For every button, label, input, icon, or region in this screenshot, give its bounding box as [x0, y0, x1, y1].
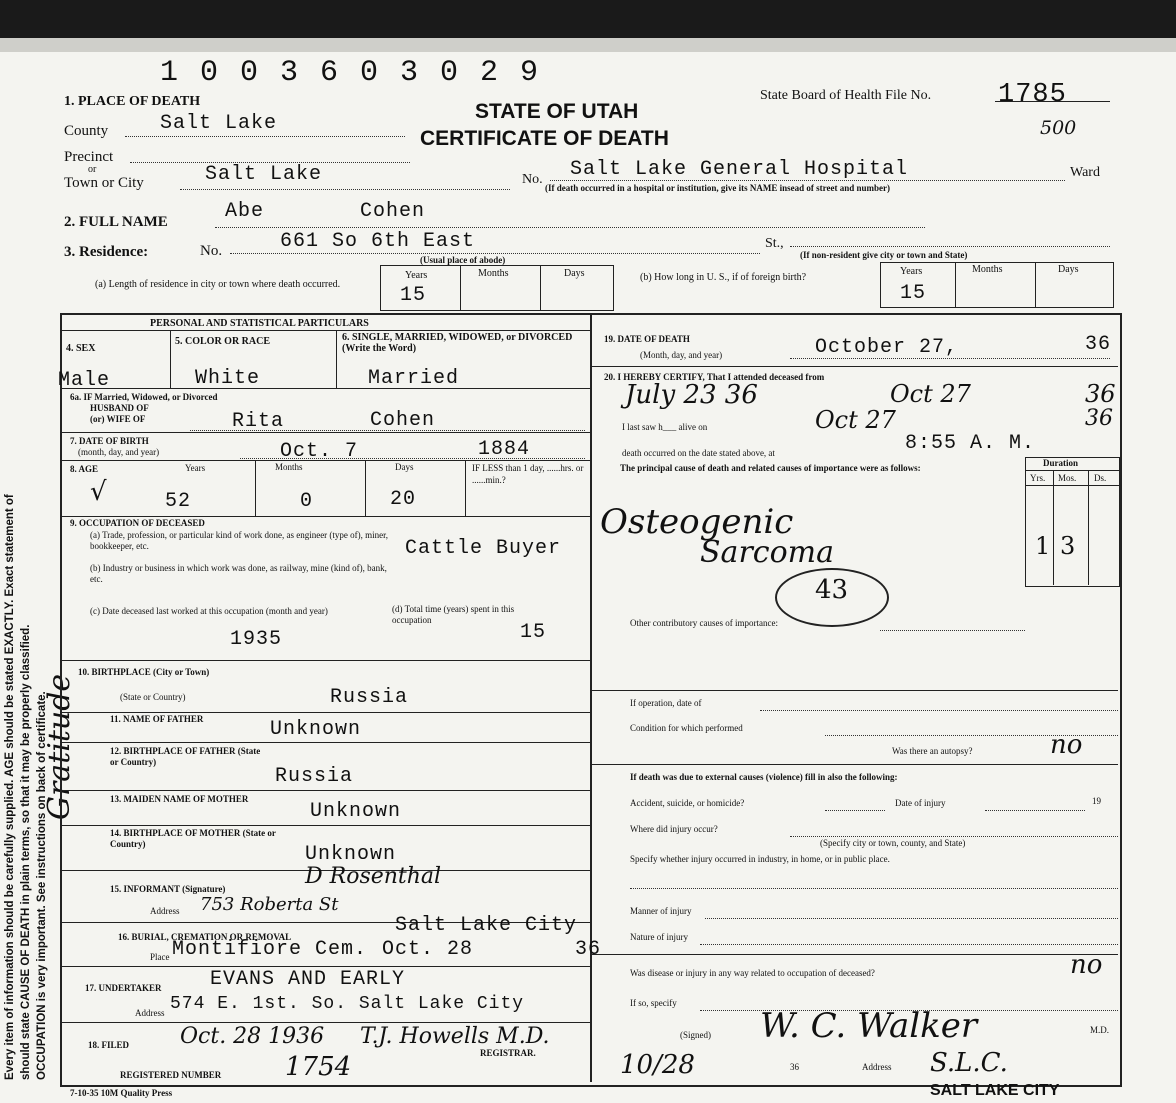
undertaker-value: EVANS AND EARLY [210, 968, 406, 991]
where-injury-label: Where did injury occur? [630, 824, 718, 834]
occupation-label: 9. OCCUPATION OF DECEASED [70, 518, 205, 528]
accident-label: Accident, suicide, or homicide? [630, 798, 745, 808]
race-label: 5. COLOR OR RACE [175, 336, 271, 347]
external-causes-label: If death was due to external causes (violence) fill in also the following: [630, 772, 898, 782]
file-extra-number: 500 [1040, 117, 1077, 139]
autopsy-label: Was there an autopsy? [892, 746, 973, 756]
residence-no-label: No. [200, 243, 223, 259]
attended-from: July 23 36 [625, 380, 758, 410]
signed-label: (Signed) [680, 1030, 711, 1040]
father-value: Unknown [270, 718, 362, 741]
informant-signature: D Rosenthal [305, 864, 442, 889]
spouse-label-2: HUSBAND OF [90, 403, 149, 413]
occupation-c-label: (c) Date deceased last worked at this occupation (month and year) [90, 606, 328, 616]
date-injury-label: Date of injury [895, 798, 946, 808]
margin-instructions-2: should state CAUSE OF DEATH in plain terms, so that it may be properly classified. [20, 624, 32, 1080]
marital-label: 6. SINGLE, MARRIED, WIDOWED, or DIVORCED (Write the Word) [342, 332, 573, 354]
usual-abode-note: (Usual place of abode) [420, 255, 506, 265]
place-of-death-label: 1. PLACE OF DEATH [64, 94, 201, 109]
us-days-label: Days [1058, 264, 1079, 275]
scan-top-band [0, 0, 1176, 38]
informant-label: 15. INFORMANT (Signature) [110, 884, 226, 894]
length-residence-label: (a) Length of residence in city or town where death occurred. [95, 279, 341, 290]
us-residence-label: (b) How long in U. S., if of foreign birth? [640, 272, 807, 283]
certificate-title: CERTIFICATE OF DEATH [420, 127, 669, 150]
us-years-label: Years [900, 266, 923, 277]
time-of-death: 8:55 A. M. [905, 432, 1036, 455]
sex-value: Male [58, 369, 111, 392]
mother-label: 13. MAIDEN NAME OF MOTHER [110, 794, 249, 804]
county-label: County [64, 123, 109, 139]
dod-sub-label: (Month, day, and year) [640, 350, 723, 360]
city-stamp: SALT LAKE CITY [930, 1082, 1060, 1099]
undertaker-address-label: Address [135, 1008, 165, 1018]
duration-months-value: 3 [1060, 532, 1076, 560]
informant-address-label: Address [150, 906, 180, 916]
marital-value: Married [368, 367, 460, 390]
burial-year-value: 36 [575, 938, 602, 961]
age-check-mark: √ [90, 477, 107, 507]
res-years-value: 15 [400, 284, 427, 307]
mother-birthplace-value: Unknown [305, 843, 397, 866]
race-value: White [195, 367, 261, 390]
death-occurred-label: death occurred on the date stated above, at [622, 448, 775, 458]
registrar-signature: T.J. Howells M.D. [360, 1024, 550, 1049]
occupation-value: Cattle Buyer [405, 537, 562, 560]
us-months-label: Months [972, 264, 1003, 275]
cause-2: Sarcoma [700, 535, 834, 570]
dob-year: 1884 [478, 438, 531, 461]
occupation-a-label: (a) Trade, profession, or particular kind of work done, as engineer (type of), miner, bookkeeper, etc. [90, 530, 389, 551]
age-months: 0 [300, 490, 314, 513]
last-worked-value: 1935 [230, 628, 283, 651]
burial-date-value: Oct. 28 [382, 938, 474, 961]
related-occupation-value: no [1070, 950, 1103, 980]
birthplace-value: Russia [330, 686, 409, 709]
informant-address-value: 753 Roberta St [200, 894, 339, 915]
dob-sub-label: (month, day, and year) [78, 447, 160, 457]
burial-value: Salt Lake City [395, 914, 578, 937]
age-months-label: Months [275, 462, 303, 472]
last-name: Cohen [360, 200, 426, 223]
sign-year: 36 [790, 1062, 799, 1072]
dob-label: 7. DATE OF BIRTH [70, 436, 149, 446]
specify-label: Specify whether injury occurred in industry, in home, or in public place. [630, 854, 890, 864]
cause-1: Osteogenic [600, 502, 794, 542]
age-label: 8. AGE [70, 464, 99, 474]
related-occupation-label: Was disease or injury in any way related to occupation of deceased? [630, 968, 875, 978]
res-months-label: Months [478, 268, 509, 279]
physician-signature: W. C. Walker [760, 1006, 978, 1046]
printer-mark: 7-10-35 10M Quality Press [70, 1088, 173, 1098]
duration-mos-label: Mos. [1058, 473, 1077, 483]
hospital-no-label: No. [522, 172, 543, 187]
filed-label: 18. FILED [88, 1040, 130, 1050]
nonresident-note: (If non-resident give city or town and State) [800, 250, 968, 260]
specify-location-note: (Specify city or town, county, and State) [820, 838, 966, 848]
last-saw-year: 36 [1085, 406, 1113, 431]
autopsy-value: no [1050, 730, 1083, 760]
town-value: Salt Lake [205, 163, 323, 186]
file-number-label: State Board of Health File No. [760, 88, 932, 103]
ward-label: Ward [1070, 165, 1100, 180]
registered-number-value: 1754 [285, 1052, 352, 1082]
occupation-d-label: (d) Total time (years) spent in this occupation [392, 604, 515, 625]
nature-label: Nature of injury [630, 932, 688, 942]
spouse-first: Rita [232, 410, 285, 433]
burial-place-value: Montifiore Cem. [172, 938, 368, 961]
street-label: St., [765, 236, 784, 251]
spouse-label-1: 6a. IF Married, Widowed, or Divorced [70, 392, 218, 402]
md-label: M.D. [1090, 1025, 1110, 1035]
father-birthplace-value: Russia [275, 765, 354, 788]
or-label: or [88, 164, 97, 175]
state-country-label: (State or Country) [120, 692, 186, 702]
town-label: Town or City [64, 175, 144, 191]
filed-value: Oct. 28 1936 [180, 1024, 325, 1049]
state-title: STATE OF UTAH [475, 100, 639, 123]
hospital-note: (If death occurred in a hospital or institution, give its NAME insead of street and number) [545, 183, 891, 193]
burial-place-label: Place [150, 952, 170, 962]
burial-label: 16. BURIAL, CREMATION OR REMOVAL [118, 932, 292, 942]
if-so-label: If so, specify [630, 998, 677, 1008]
dob-value: Oct. 7 [280, 440, 359, 463]
age-years-label: Years [185, 463, 206, 473]
margin-signature: Gratitude [42, 673, 77, 820]
contributory-label: Other contributory causes of importance: [630, 618, 778, 628]
duration-years-value: 1 [1035, 532, 1051, 560]
duration-yrs-label: Yrs. [1030, 473, 1046, 483]
first-name: Abe [225, 200, 265, 223]
age-days-label: Days [395, 462, 414, 472]
last-saw-label: I last saw h___ alive on [622, 422, 708, 432]
registered-number-label: REGISTERED NUMBER [120, 1070, 222, 1080]
res-years-label: Years [405, 270, 428, 281]
age-days: 20 [390, 488, 417, 511]
undertaker-address-value: 574 E. 1st. So. Salt Lake City [170, 994, 525, 1014]
undertaker-label: 17. UNDERTAKER [85, 983, 162, 993]
cause-label: The principal cause of death and related causes of importance were as follows: [620, 463, 921, 473]
spouse-last: Cohen [370, 409, 436, 432]
mother-value: Unknown [310, 800, 402, 823]
hospital-value: Salt Lake General Hospital [570, 158, 909, 181]
operation-label: If operation, date of [630, 698, 702, 708]
last-saw-value: Oct 27 [815, 406, 896, 434]
margin-instructions-3: OCCUPATION is very important. See instructions on back of certificate. [36, 691, 48, 1080]
condition-label: Condition for which performed [630, 723, 743, 733]
us-years-value: 15 [900, 282, 927, 305]
sign-address-label: Address [862, 1062, 892, 1072]
manner-label: Manner of injury [630, 906, 692, 916]
county-value: Salt Lake [160, 112, 278, 135]
sign-address-value: S.L.C. [930, 1048, 1008, 1078]
dod-value: October 27, [815, 336, 959, 359]
duration-label: Duration [1043, 458, 1079, 468]
if-less-label: IF LESS than 1 day, ......hrs. or ......min.? [472, 463, 584, 485]
precinct-label: Precinct [64, 149, 114, 165]
margin-instructions-1: Every item of information should be carefully supplied. AGE should be stated EXACTLY. Exact statement of [4, 494, 16, 1080]
occupation-b-label: (b) Industry or business in which work was done, as railway, mine (kind of), bank, etc. [90, 563, 387, 584]
nineteen-label: 19 [1092, 796, 1101, 806]
registrar-label: REGISTRAR. [480, 1048, 536, 1058]
residence-label: 3. Residence: [64, 244, 149, 260]
birthplace-label: 10. BIRTHPLACE (City or Town) [78, 667, 210, 677]
dod-label: 19. DATE OF DEATH [604, 334, 690, 344]
res-days-label: Days [564, 268, 585, 279]
attended-to: Oct 27 [890, 380, 971, 408]
certify-label: 20. I HEREBY CERTIFY, That I attended deceased from [604, 372, 825, 382]
father-birthplace-label: 12. BIRTHPLACE OF FATHER (State or Country) [110, 746, 261, 767]
dod-year: 36 [1085, 333, 1112, 356]
attended-year: 36 [1085, 380, 1116, 408]
sign-date: 10/28 [620, 1050, 695, 1080]
duration-ds-label: Ds. [1094, 473, 1107, 483]
spouse-label-3: (or) WIFE OF [90, 414, 146, 424]
mother-birthplace-label: 14. BIRTHPLACE OF MOTHER (State or Country) [110, 828, 276, 849]
certificate-number: 1 0 0 3 6 0 3 0 2 9 [160, 56, 541, 90]
total-time-value: 15 [520, 621, 547, 644]
age-years: 52 [165, 490, 192, 513]
scan-shadow-band [0, 38, 1176, 52]
cause-code: 43 [815, 575, 849, 605]
residence-value: 661 So 6th East [280, 230, 476, 253]
sex-label: 4. SEX [66, 343, 96, 354]
personal-header: PERSONAL AND STATISTICAL PARTICULARS [150, 318, 369, 329]
father-label: 11. NAME OF FATHER [110, 714, 204, 724]
file-number: 1785 [998, 80, 1067, 110]
full-name-label: 2. FULL NAME [64, 214, 168, 230]
